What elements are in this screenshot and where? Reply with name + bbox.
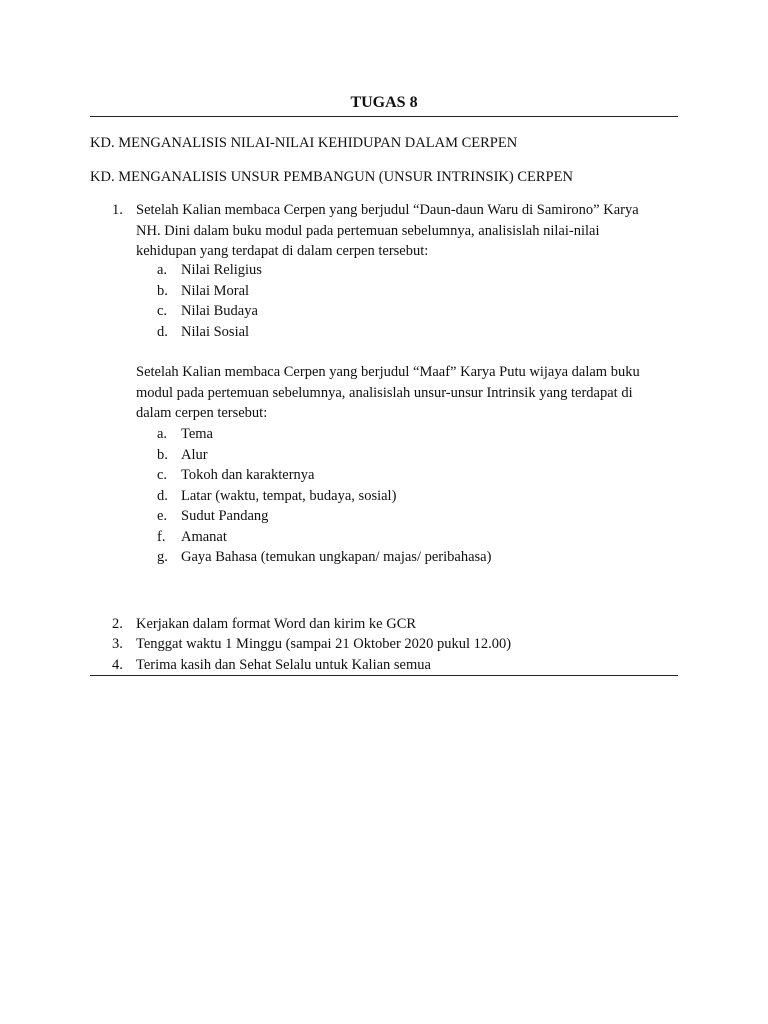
- paragraph-2-sub-b: [157, 445, 208, 466]
- item-1-number: 1.: [112, 202, 123, 218]
- sub-text: Nilai Religius: [181, 262, 262, 278]
- item-1-text: [136, 200, 666, 262]
- paragraph-2-text: [136, 362, 666, 424]
- sub-letter: d.: [157, 488, 168, 504]
- title-divider: [90, 116, 678, 117]
- item-1-sub-a: [157, 260, 262, 281]
- paragraph-2-sub-a: [157, 424, 213, 445]
- kd-line-1: KD. MENGANALISIS NILAI-NILAI KEHIDUPAN DALAM CERPEN: [90, 135, 518, 151]
- item-1-line-3: kehidupan yang terdapat di dalam cerpen tersebut:: [136, 243, 429, 259]
- paragraph-2-line-1: Setelah Kalian membaca Cerpen yang berjudul “Maaf” Karya Putu wijaya dalam buku: [136, 364, 640, 380]
- item-3-text: Tenggat waktu 1 Minggu (sampai 21 Oktober 2020 pukul 12.00): [136, 636, 512, 652]
- item-2-text: Kerjakan dalam format Word dan kirim ke GCR: [136, 616, 417, 632]
- paragraph-2-sub-c: [157, 465, 314, 486]
- paragraph-2-sub-d: [157, 486, 396, 507]
- item-1-sub-b: [157, 281, 249, 302]
- paragraph-2-sub-e: [157, 506, 268, 527]
- sub-text: Nilai Budaya: [181, 303, 258, 319]
- sub-text: Latar (waktu, tempat, budaya, sosial): [181, 488, 397, 504]
- sub-letter: c.: [157, 303, 168, 319]
- paragraph-2-line-2: modul pada pertemuan sebelumnya, analisislah unsur-unsur Intrinsik yang terdapat di: [136, 384, 633, 401]
- paragraph-2-sub-f: [157, 527, 227, 548]
- kd-line-2: KD. MENGANALISIS UNSUR PEMBANGUN (UNSUR INTRINSIK) CERPEN: [90, 169, 573, 185]
- item-1-sub-c: [157, 301, 258, 322]
- sub-text: Amanat: [181, 529, 227, 545]
- item-4-number: 4.: [112, 657, 123, 673]
- sub-text: Nilai Moral: [181, 283, 250, 299]
- sub-letter: b.: [157, 283, 168, 299]
- sub-text: Gaya Bahasa (temukan ungkapan/ majas/ peribahasa): [181, 549, 492, 565]
- sub-letter: b.: [157, 447, 168, 463]
- item-4-text: Terima kasih dan Sehat Selalu untuk Kalian semua: [136, 657, 431, 673]
- sub-letter: d.: [157, 324, 168, 340]
- item-3-number: 3.: [112, 636, 123, 652]
- item-1-line-2: NH. Dini dalam buku modul pada pertemuan sebelumnya, analisislah nilai-nilai: [136, 222, 600, 239]
- sub-letter: f.: [157, 529, 166, 545]
- sub-letter: a.: [157, 262, 168, 278]
- sub-letter: c.: [157, 467, 168, 483]
- paragraph-2-line-3: dalam cerpen tersebut:: [136, 405, 268, 421]
- page-title: TUGAS 8: [350, 94, 418, 111]
- sub-text: Alur: [181, 447, 208, 463]
- item-2-number: 2.: [112, 616, 123, 632]
- sub-text: Sudut Pandang: [181, 508, 269, 524]
- item-1-sub-d: [157, 322, 249, 343]
- sub-text: Tema: [181, 426, 213, 442]
- sub-letter: g.: [157, 549, 168, 565]
- item-1-line-1: Setelah Kalian membaca Cerpen yang berjudul “Daun-daun Waru di Samirono” Karya: [136, 202, 639, 218]
- sub-letter: e.: [157, 508, 168, 524]
- paragraph-2-sub-g: [157, 547, 491, 568]
- bottom-divider: [90, 675, 678, 676]
- sub-text: Tokoh dan karakternya: [181, 467, 315, 483]
- sub-text: Nilai Sosial: [181, 324, 250, 340]
- sub-letter: a.: [157, 426, 168, 442]
